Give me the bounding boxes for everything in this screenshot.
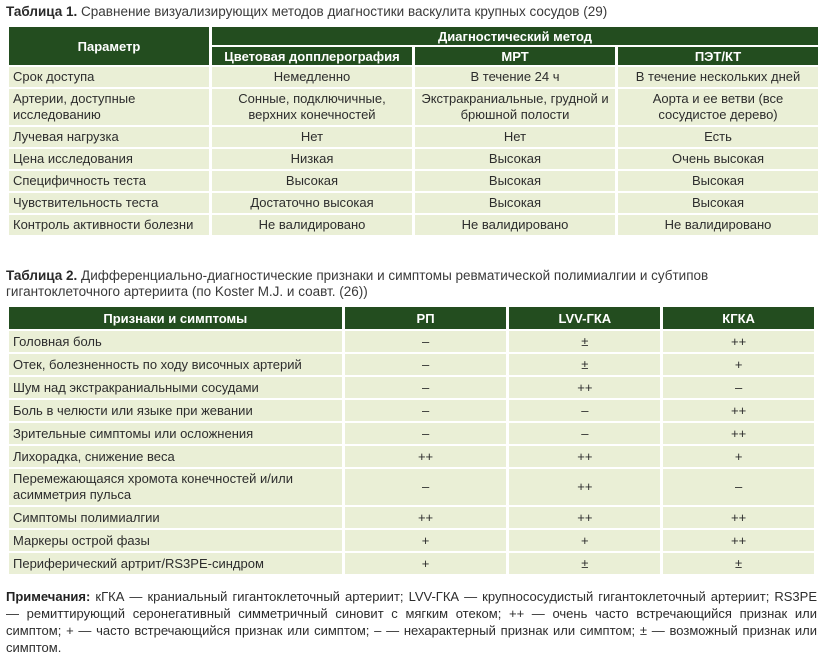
- table2-cell: ++: [345, 446, 507, 467]
- table2-sign: Симптомы полимиалгии: [9, 507, 342, 528]
- table1-cell: Сонные, подключичные, верхних конечностей: [212, 89, 412, 125]
- table2-cell: ±: [663, 553, 814, 574]
- table2-cell: ++: [509, 377, 660, 398]
- table1-cell: Достаточно высокая: [212, 193, 412, 213]
- table2-col-header: Признаки и симптомы: [9, 307, 342, 329]
- table2-cell: +: [663, 354, 814, 375]
- table1-cell: Не валидировано: [415, 215, 615, 235]
- table1-param: Артерии, доступные исследованию: [9, 89, 209, 125]
- table1-title: Сравнение визуализирующих методов диагностики васкулита крупных сосудов (29): [81, 4, 608, 19]
- table2-sign: Перемежающаяся хромота конечностей и/или асимметрия пульса: [9, 469, 342, 505]
- notes-text: кГКА — краниальный гигантоклеточный артериит; LVV-ГКА — крупнососудистый гигантоклеточный артериит; RS3PE — ремиттирующий серонегативный симметричный синовит с мягким отеком; ++ — очень часто встречающийся признак или симптом; + — часто встречающийся признак или симптом; – — нехарактерный признак или симптом; ± — возможный признак или симптом.: [6, 589, 817, 655]
- table1-param: Чувствительность теста: [9, 193, 209, 213]
- table2-cell: –: [509, 400, 660, 421]
- table2-cell: ++: [663, 400, 814, 421]
- table1-param: Цена исследования: [9, 149, 209, 169]
- table2-cell: ±: [509, 354, 660, 375]
- table2-sign: Лихорадка, снижение веса: [9, 446, 342, 467]
- table1-param: Срок доступа: [9, 67, 209, 87]
- table-row: [9, 215, 818, 235]
- table1-cell: Не валидировано: [618, 215, 818, 235]
- table1-col-header: МРТ: [415, 47, 615, 65]
- table1-cell: Низкая: [212, 149, 412, 169]
- table2-cell: ++: [663, 507, 814, 528]
- table1-cell: Есть: [618, 127, 818, 147]
- table2-cell: +: [345, 553, 507, 574]
- table1-cell: Не валидировано: [212, 215, 412, 235]
- table1-col-header: ПЭТ/КТ: [618, 47, 818, 65]
- table-row: [9, 553, 814, 574]
- table1-param: Контроль активности болезни: [9, 215, 209, 235]
- table2-sign: Головная боль: [9, 331, 342, 352]
- table2-cell: ++: [663, 423, 814, 444]
- table-row: [9, 331, 814, 352]
- table2-cell: ++: [509, 446, 660, 467]
- table2-cell: ++: [345, 507, 507, 528]
- table2-caption: [6, 268, 823, 300]
- table1-cell: Аорта и ее ветви (все сосудистое дерево): [618, 89, 818, 125]
- table2-cell: –: [345, 469, 507, 505]
- table-row: [9, 530, 814, 551]
- table2-label: Таблица 2.: [6, 268, 78, 283]
- table2-sign: Боль в челюсти или языке при жевании: [9, 400, 342, 421]
- table2-sign: Маркеры острой фазы: [9, 530, 342, 551]
- notes-label: Примечания:: [6, 589, 91, 604]
- table1-cell: Нет: [212, 127, 412, 147]
- table2-cell: +: [345, 530, 507, 551]
- table1-cell: Нет: [415, 127, 615, 147]
- table-row: [9, 149, 818, 169]
- table2-cell: –: [345, 331, 507, 352]
- table-row: [9, 127, 818, 147]
- table-row: [9, 423, 814, 444]
- table2-cell: ±: [509, 553, 660, 574]
- table2-sign: Шум над экстракраниальными сосудами: [9, 377, 342, 398]
- table-row: [9, 446, 814, 467]
- table1-label: Таблица 1.: [6, 4, 78, 19]
- table2-cell: –: [345, 377, 507, 398]
- table2-cell: –: [509, 423, 660, 444]
- table2-col-header: РП: [345, 307, 507, 329]
- table1-cell: Очень высокая: [618, 149, 818, 169]
- table1-caption: [6, 4, 607, 20]
- table2-col-header: LVV-ГКА: [509, 307, 660, 329]
- table1-cell: В течение 24 ч: [415, 67, 615, 87]
- table2-cell: ++: [663, 530, 814, 551]
- table2-cell: ++: [663, 331, 814, 352]
- table1-group-header: Диагностический метод: [212, 27, 818, 45]
- table1-param-header: Параметр: [9, 27, 209, 65]
- table2-cell: –: [345, 354, 507, 375]
- table1-param: Специфичность теста: [9, 171, 209, 191]
- table1-cell: Высокая: [415, 149, 615, 169]
- table2-cell: –: [345, 423, 507, 444]
- table2-sign: Периферический артрит/RS3PE-синдром: [9, 553, 342, 574]
- table-row: [9, 193, 818, 213]
- table2-cell: ±: [509, 331, 660, 352]
- table2-sign: Зрительные симптомы или осложнения: [9, 423, 342, 444]
- table2-cell: –: [345, 400, 507, 421]
- table1-cell: В течение нескольких дней: [618, 67, 818, 87]
- table1-param: Лучевая нагрузка: [9, 127, 209, 147]
- table2-cell: +: [663, 446, 814, 467]
- table2-cell: ++: [509, 469, 660, 505]
- table1-col-header: Цветовая допплерография: [212, 47, 412, 65]
- table2-cell: –: [663, 377, 814, 398]
- table-row: [9, 507, 814, 528]
- table1-cell: Высокая: [415, 171, 615, 191]
- table2-title: Дифференциально-диагностические признаки и симптомы ревматической полимиалгии и субтипов гигантоклеточного артериита (по Koster M.J. и соавт. (26)): [6, 268, 709, 299]
- table-row: [9, 469, 814, 505]
- table1-cell: Немедленно: [212, 67, 412, 87]
- table-row: [9, 171, 818, 191]
- table-row: [9, 354, 814, 375]
- table1-cell: Экстракраниальные, грудной и брюшной полости: [415, 89, 615, 125]
- notes: [6, 588, 817, 656]
- table2-sign: Отек, болезненность по ходу височных артерий: [9, 354, 342, 375]
- table1-cell: Высокая: [415, 193, 615, 213]
- table2-cell: +: [509, 530, 660, 551]
- table-row: [9, 67, 818, 87]
- table2-col-header: КГКА: [663, 307, 814, 329]
- table1-cell: Высокая: [618, 193, 818, 213]
- table1-cell: Высокая: [212, 171, 412, 191]
- table2: [6, 305, 817, 576]
- table2-cell: –: [663, 469, 814, 505]
- table1-cell: Высокая: [618, 171, 818, 191]
- table-row: [9, 400, 814, 421]
- table1: [6, 25, 821, 237]
- table-row: [9, 89, 818, 125]
- table2-cell: ++: [509, 507, 660, 528]
- table-row: [9, 377, 814, 398]
